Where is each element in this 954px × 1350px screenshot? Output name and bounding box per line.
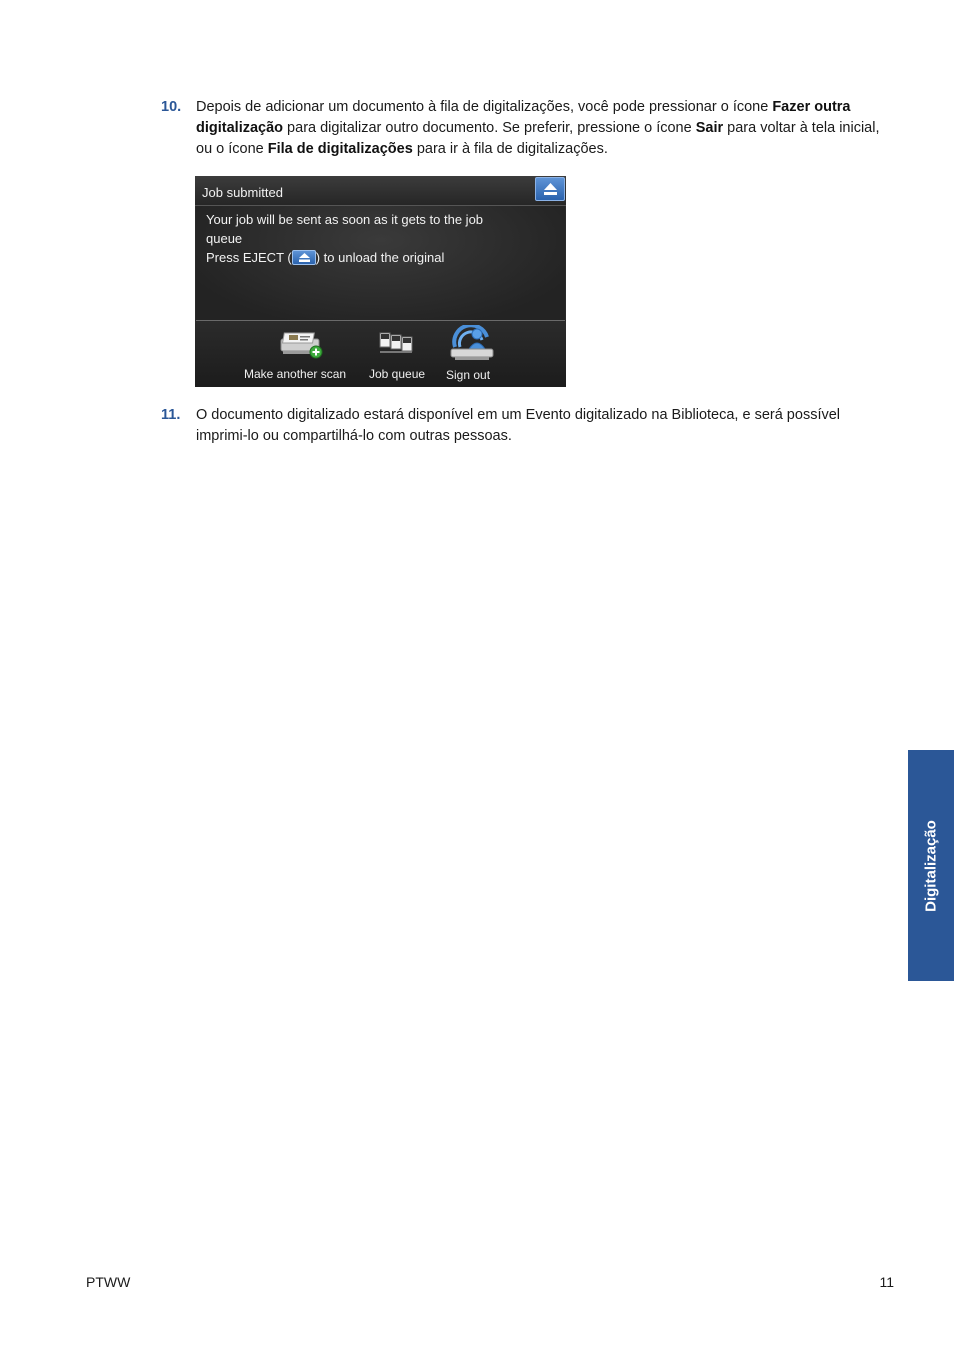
footer-locale: PTWW <box>86 1274 131 1290</box>
ui-term: Fila de digitalizações <box>267 141 413 157</box>
action-bar <box>195 322 566 387</box>
message-line-eject <box>206 250 444 265</box>
text-run: para voltar à tela inicial, ou o ícone <box>196 120 880 157</box>
step-number: 11. <box>161 407 181 423</box>
scan-document-icon <box>279 329 323 359</box>
ui-term: Sair <box>695 120 724 136</box>
message-line: queue <box>206 231 243 246</box>
eject-button[interactable] <box>535 177 565 201</box>
text-run: para ir à fila de digitalizações. <box>412 141 608 157</box>
message-prefix: Press EJECT ( <box>206 250 292 265</box>
step-11 <box>161 405 886 447</box>
make-another-scan-button[interactable] <box>241 322 359 387</box>
page-number: 11 <box>879 1274 894 1290</box>
eject-icon <box>544 183 557 195</box>
screen-title: Job submitted <box>202 185 283 200</box>
sign-out-icon <box>447 325 497 363</box>
message-suffix: ) to unload the original <box>315 250 445 265</box>
make-another-scan-label: Make another scan <box>244 367 347 381</box>
sign-out-label: Sign out <box>446 368 491 382</box>
job-queue-button[interactable] <box>365 322 435 387</box>
screen-titlebar <box>195 176 566 206</box>
chapter-tab-label: Digitalização <box>922 819 940 912</box>
message-line: Your job will be sent as soon as it gets to the job <box>206 212 484 227</box>
text-run: Depois de adicionar um documento à fila de digitalizações, você pode pressionar o ícone <box>196 99 773 115</box>
job-queue-icon <box>378 329 414 359</box>
step-10 <box>161 97 886 160</box>
control-panel-screenshot <box>195 176 566 387</box>
step-11-text: O documento digitalizado estará disponível em um Evento digitalizado na Biblioteca, e será possível imprimi-lo ou compartilhá-lo com outras pessoas. <box>196 407 841 444</box>
job-queue-label: Job queue <box>369 367 426 381</box>
text-run: para digitalizar outro documento. Se preferir, pressione o ícone <box>283 120 696 136</box>
eject-icon <box>292 250 316 265</box>
step-10-text <box>196 97 886 160</box>
message-area <box>196 206 565 321</box>
ui-term: Fazer outra digitalização <box>196 99 851 136</box>
chapter-tab <box>908 750 954 981</box>
sign-out-button[interactable] <box>441 322 503 387</box>
step-number: 10. <box>161 99 182 115</box>
